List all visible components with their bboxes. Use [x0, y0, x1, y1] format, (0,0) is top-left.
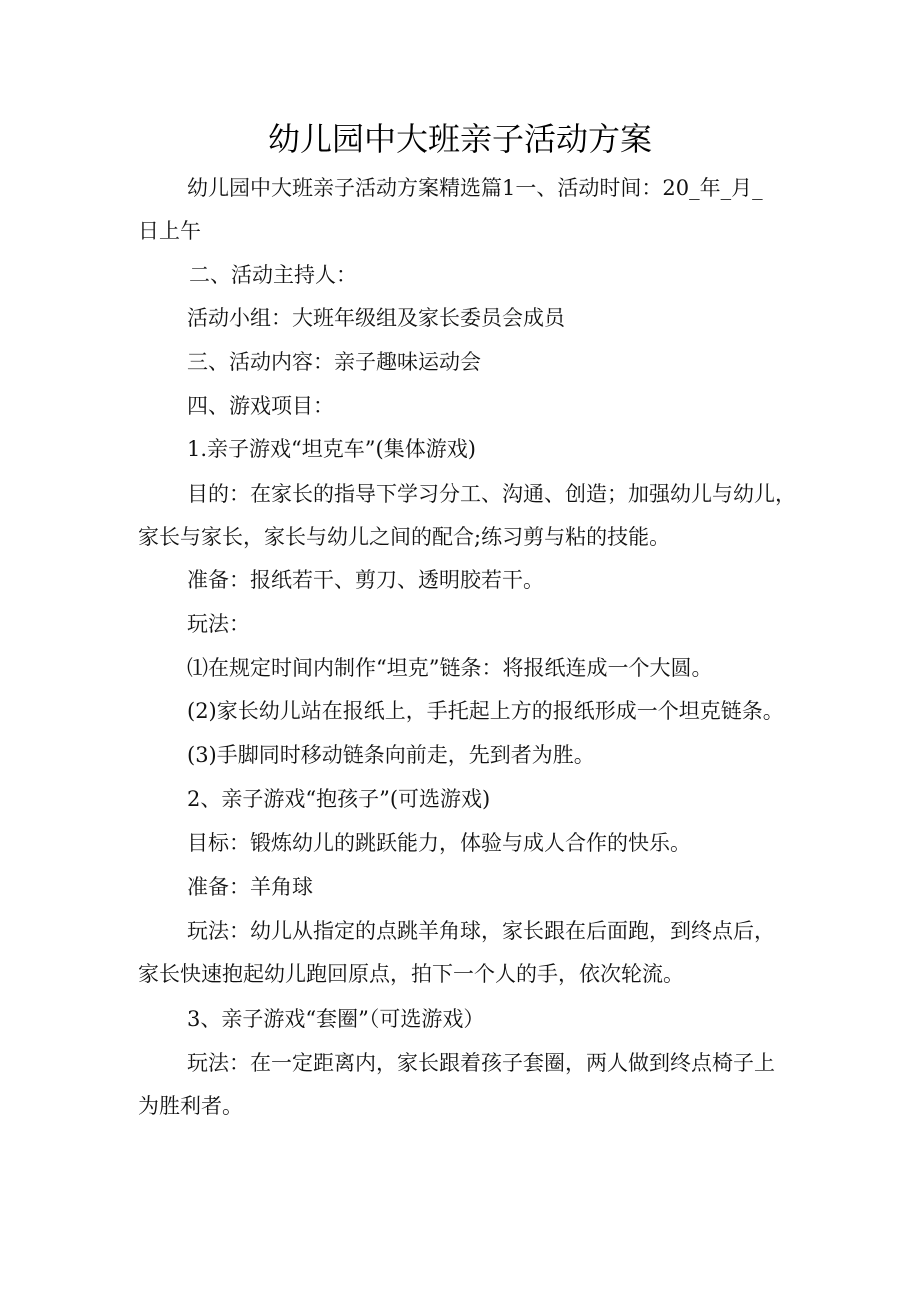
paragraph-line: 日上午: [138, 219, 201, 243]
document-title: 幼儿园中大班亲子活动方案: [267, 120, 652, 158]
paragraph-line: 玩法：幼儿从指定的点跳羊角球，家长跟在后面跑，到终点后，: [187, 919, 775, 943]
paragraph-line: 目标：锻炼幼儿的跳跃能力，体验与成人合作的快乐。: [187, 831, 691, 855]
paragraph-line: 玩法：在一定距离内，家长跟着孩子套圈，两人做到终点椅子上: [187, 1051, 775, 1075]
paragraph-line: 三、活动内容：亲子趣味运动会: [187, 350, 481, 374]
paragraph-line: 3、亲子游戏“套圈”（可选游戏）: [187, 1007, 485, 1031]
paragraph-line: 二、活动主持人：: [189, 263, 357, 287]
paragraph-line: 家长与家长，家长与幼儿之间的配合;练习剪与粘的技能。: [138, 525, 671, 549]
paragraph-line: ⑴在规定时间内制作“坦克”链条：将报纸连成一个大圆。: [187, 656, 713, 680]
paragraph-line: (2)家长幼儿站在报纸上，手托起上方的报纸形成一个坦克链条。: [187, 699, 784, 723]
paragraph-line: 家长快速抱起幼儿跑回原点，拍下一个人的手，依次轮流。: [138, 962, 684, 986]
paragraph-line: 准备：报纸若干、剪刀、透明胶若干。: [187, 568, 544, 592]
paragraph-line: 准备：羊角球: [187, 875, 313, 899]
paragraph-line: 1.亲子游戏“坦克车”(集体游戏): [187, 437, 476, 461]
paragraph-line: 活动小组：大班年级组及家长委员会成员: [187, 306, 565, 330]
paragraph-line: (3)手脚同时移动链条向前走，先到者为胜。: [187, 743, 595, 767]
paragraph-line: 四、游戏项目：: [187, 394, 334, 418]
paragraph-line: 目的：在家长的指导下学习分工、沟通、创造；加强幼儿与幼儿，: [187, 482, 796, 506]
paragraph-line: 幼儿园中大班亲子活动方案精选篇1一、活动时间：20_年_月_: [187, 176, 763, 200]
paragraph-line: 玩法：: [187, 612, 250, 636]
paragraph-line: 为胜利者。: [138, 1094, 243, 1118]
paragraph-line: 2、亲子游戏“抱孩子”(可选游戏): [187, 787, 491, 811]
